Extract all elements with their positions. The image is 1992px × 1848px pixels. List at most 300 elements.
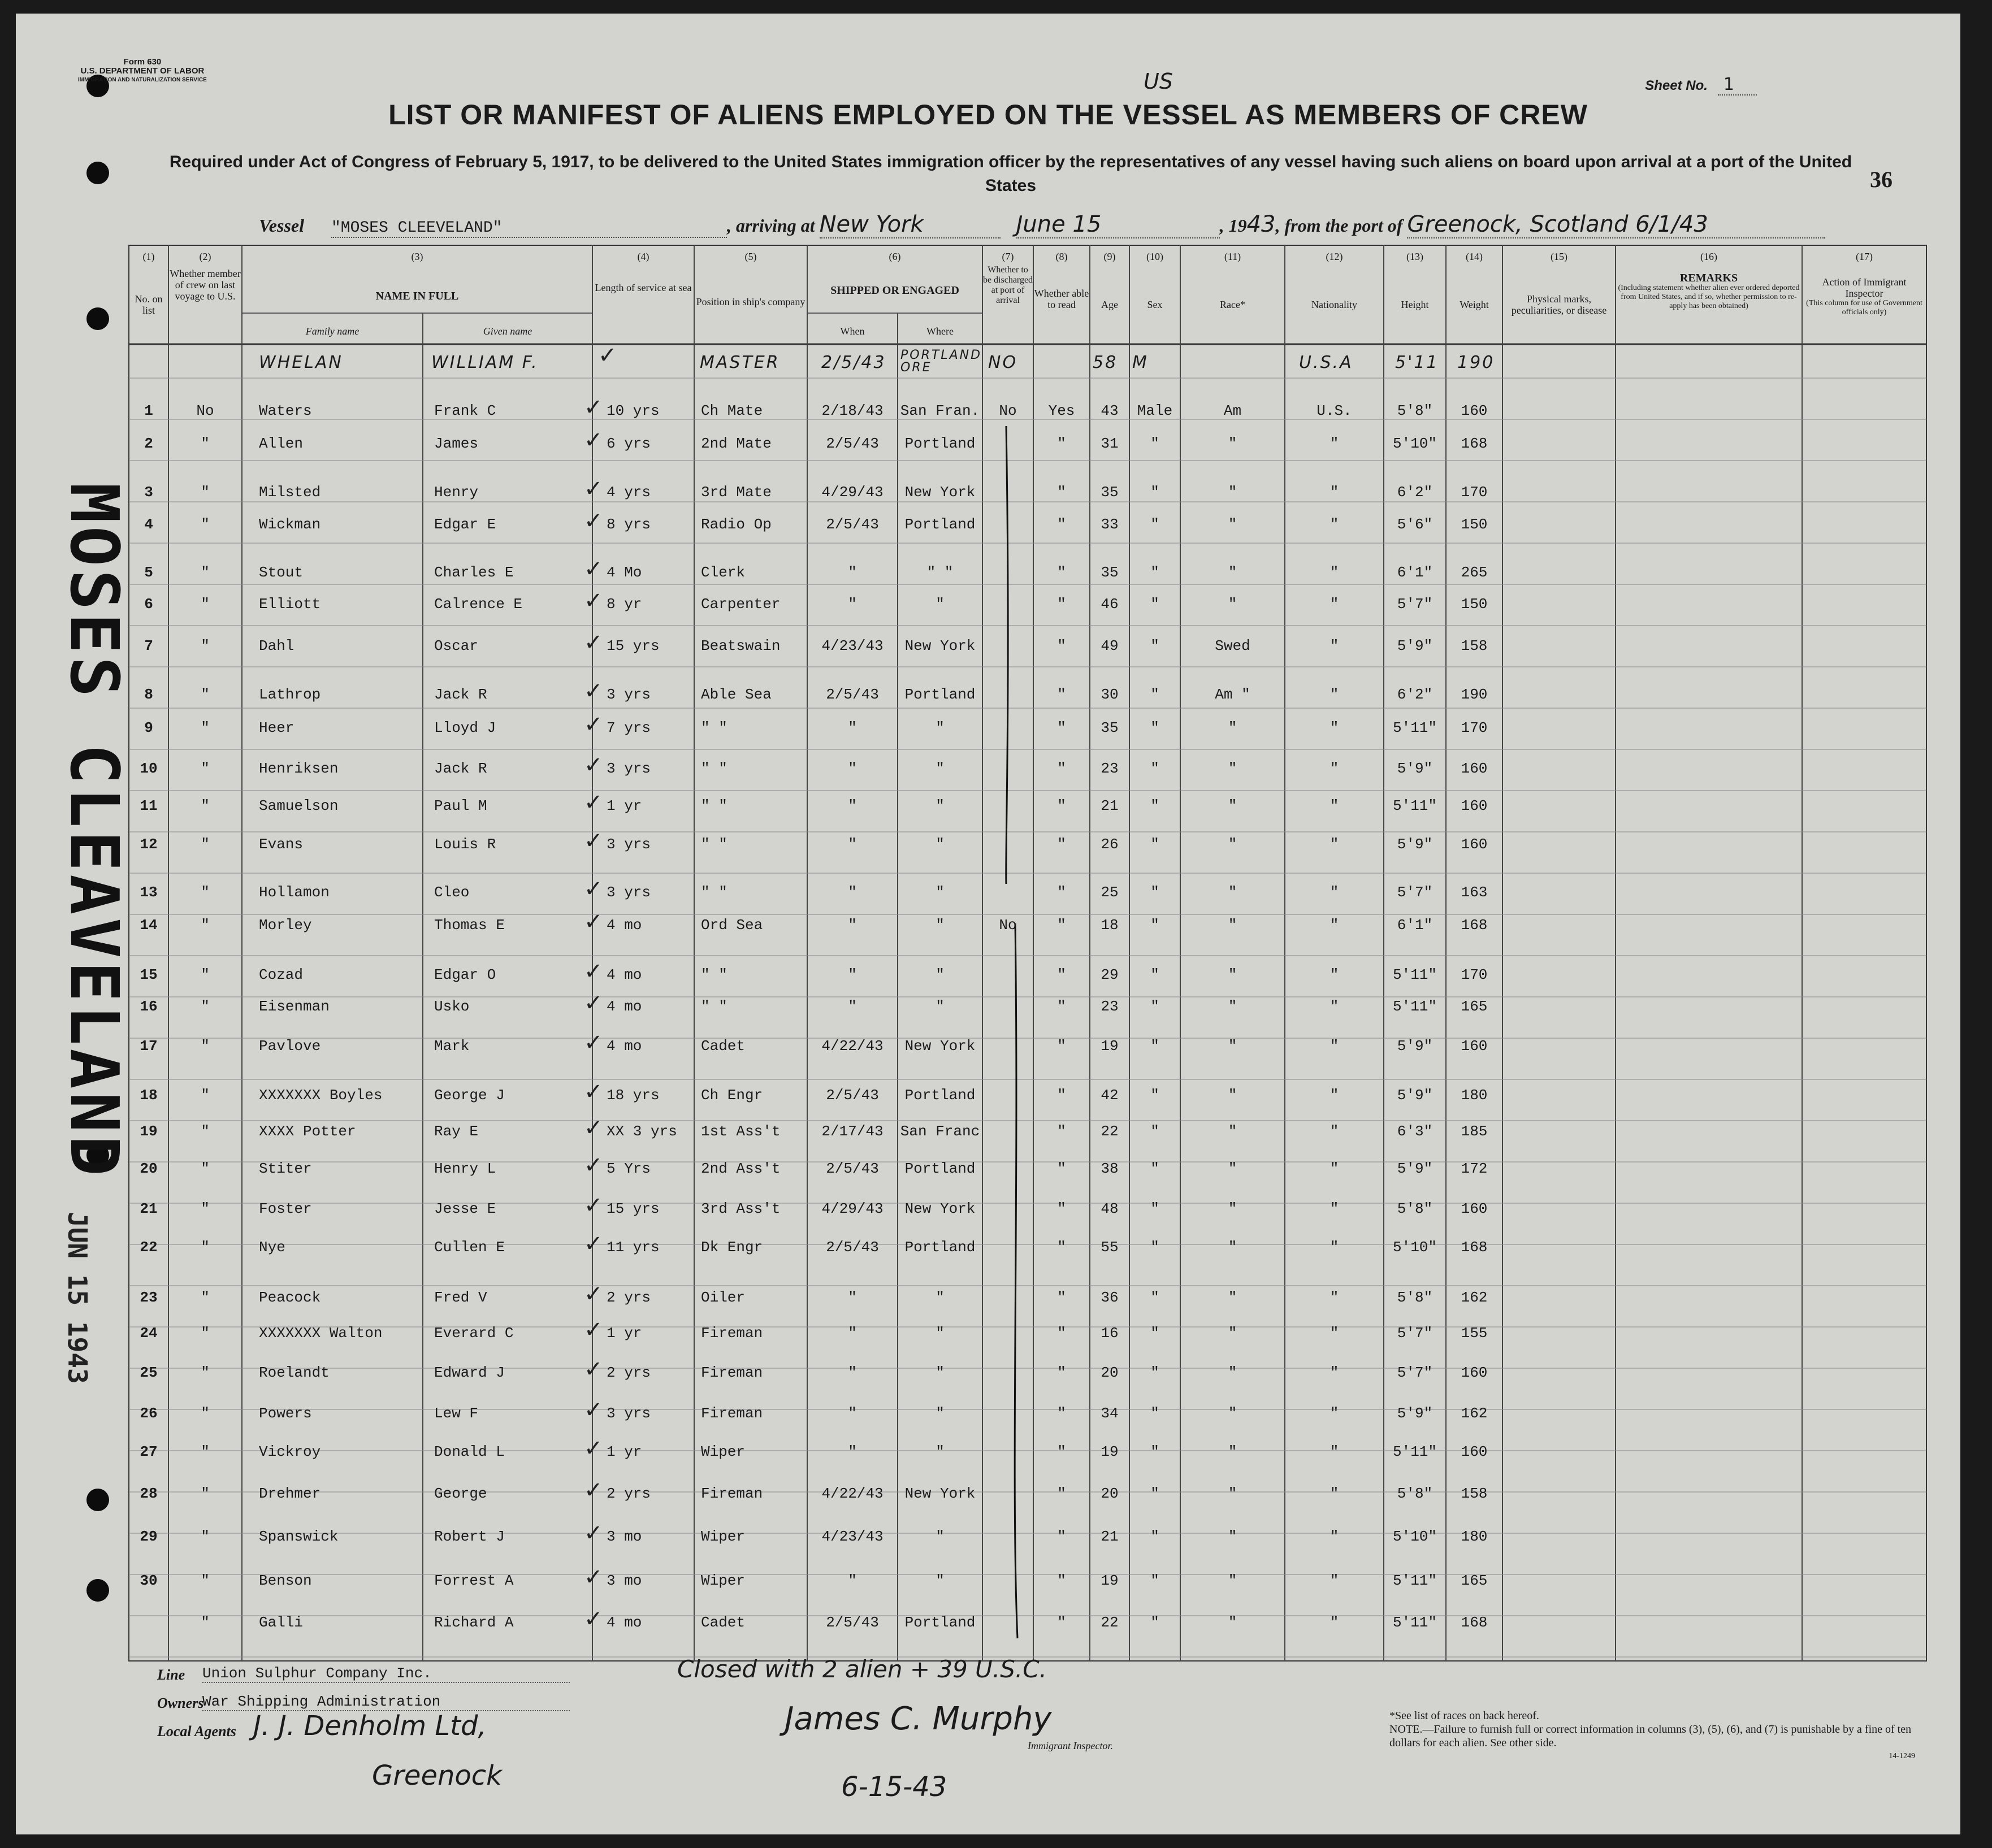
inspector-label: Immigrant Inspector. bbox=[1028, 1740, 1113, 1751]
master-discharged: NO bbox=[988, 353, 1018, 372]
cell-given: Mark bbox=[434, 1038, 470, 1055]
cell-race: " bbox=[1228, 1123, 1237, 1140]
cell-weight: 168 bbox=[1461, 917, 1488, 934]
cell-where: Portland bbox=[904, 1614, 976, 1631]
cell-last: " bbox=[201, 1614, 210, 1631]
cell-age: 29 bbox=[1101, 966, 1119, 983]
cell-sex: " bbox=[1150, 435, 1159, 452]
cell-where: " bbox=[936, 884, 945, 901]
cell-where: " " bbox=[926, 564, 954, 581]
cell-read: Yes bbox=[1048, 402, 1075, 419]
cell-height: 5'7" bbox=[1397, 884, 1433, 901]
cell-family: Vickroy bbox=[259, 1443, 321, 1460]
cell-service: 15 yrs bbox=[607, 637, 660, 654]
cell-race: Swed bbox=[1215, 637, 1250, 654]
master-given: WILLIAM F. bbox=[431, 353, 539, 372]
cell-read: " bbox=[1057, 1038, 1066, 1055]
cell-read: " bbox=[1057, 1289, 1066, 1306]
cell-when: 2/5/43 bbox=[826, 1239, 879, 1256]
cell-family: Stout bbox=[259, 564, 304, 581]
cell-nat: " bbox=[1330, 1239, 1339, 1256]
cell-race: " bbox=[1228, 1528, 1237, 1545]
cell-race: " bbox=[1228, 1289, 1237, 1306]
cell-when: 4/29/43 bbox=[821, 1200, 884, 1217]
cell-nat: " bbox=[1330, 1289, 1339, 1306]
cell-given: Frank C bbox=[434, 402, 496, 419]
cell-given: Edward J bbox=[434, 1364, 505, 1381]
cell-given: Fred V bbox=[434, 1289, 487, 1306]
cell-service: 1 yr bbox=[607, 1325, 642, 1342]
cell-where: " bbox=[936, 596, 945, 613]
cell-service: 3 yrs bbox=[607, 760, 651, 777]
cell-when: " bbox=[848, 1443, 857, 1460]
cell-age: 18 bbox=[1101, 917, 1119, 934]
cell-where: Portland bbox=[904, 1239, 976, 1256]
cell-family: Heer bbox=[259, 719, 295, 736]
cell-race: " bbox=[1228, 435, 1237, 452]
cell-no: 5 bbox=[144, 564, 153, 581]
date-stamp: JUN 15 1943 bbox=[62, 1212, 93, 1384]
cell-sex: " bbox=[1150, 1160, 1159, 1177]
cell-nat: " bbox=[1330, 1405, 1339, 1422]
cell-where: " bbox=[936, 966, 945, 983]
col8-num: (8) bbox=[1055, 251, 1068, 262]
cell-position: " " bbox=[701, 719, 727, 736]
cell-where: San Fran. bbox=[900, 402, 980, 419]
checkmark-icon: ✓ bbox=[584, 427, 603, 453]
cell-height: 5'9" bbox=[1397, 1038, 1433, 1055]
cell-service: 5 Yrs bbox=[607, 1160, 651, 1177]
col13-num: (13) bbox=[1406, 251, 1423, 262]
cell-service: 3 yrs bbox=[607, 686, 651, 703]
cell-no: 15 bbox=[140, 966, 158, 983]
cell-no: 16 bbox=[140, 998, 158, 1015]
cell-read: " bbox=[1057, 1325, 1066, 1342]
cell-service: 8 yr bbox=[607, 596, 642, 613]
cell-family: Peacock bbox=[259, 1289, 321, 1306]
cell-read: " bbox=[1057, 797, 1066, 814]
cell-when: " bbox=[848, 1405, 857, 1422]
cell-nat: " bbox=[1330, 596, 1339, 613]
col14-label: Weight bbox=[1460, 299, 1489, 310]
cell-position: Fireman bbox=[701, 1405, 763, 1422]
cell-given: Jack R bbox=[434, 760, 487, 777]
cell-given: Everard C bbox=[434, 1325, 514, 1342]
cell-position: " " bbox=[701, 998, 727, 1015]
col16-note: (Including statement whether alien ever ordered deported from United States, and if so, whether permission to re-apply has been obtained) bbox=[1618, 284, 1800, 310]
cell-last: " bbox=[201, 1200, 210, 1217]
cell-position: 2nd Mate bbox=[701, 435, 772, 452]
master-age: 58 bbox=[1093, 353, 1118, 372]
cell-service: XX 3 yrs bbox=[607, 1123, 677, 1140]
cell-sex: " bbox=[1150, 1364, 1159, 1381]
cell-read: " bbox=[1057, 1160, 1066, 1177]
checkmark-icon: ✓ bbox=[584, 394, 603, 420]
cell-race: " bbox=[1228, 836, 1237, 853]
cell-race: Am bbox=[1223, 402, 1242, 419]
cell-where: Portland bbox=[904, 516, 976, 533]
cell-last: " bbox=[201, 1528, 210, 1545]
cell-last: " bbox=[201, 1087, 210, 1104]
cell-family: Henriksen bbox=[259, 760, 339, 777]
col17-num: (17) bbox=[1856, 251, 1873, 262]
cell-no: 20 bbox=[140, 1160, 158, 1177]
cell-where: Portland bbox=[904, 1087, 976, 1104]
cell-age: 43 bbox=[1101, 402, 1119, 419]
cell-service: 4 mo bbox=[607, 1038, 642, 1055]
departure-port: Greenock, Scotland 6/1/43 bbox=[1407, 211, 1708, 237]
cell-where: " bbox=[936, 760, 945, 777]
cell-age: 33 bbox=[1101, 516, 1119, 533]
cell-read: " bbox=[1057, 637, 1066, 654]
cell-position: Wiper bbox=[701, 1572, 746, 1589]
cell-read: " bbox=[1057, 435, 1066, 452]
cell-last: " bbox=[201, 719, 210, 736]
arriving-port: New York bbox=[819, 211, 924, 237]
cell-service: 6 yrs bbox=[607, 435, 651, 452]
cell-when: " bbox=[848, 1572, 857, 1589]
cell-service: 4 mo bbox=[607, 966, 642, 983]
line-value: Union Sulphur Company Inc. bbox=[202, 1665, 570, 1683]
cell-race: " bbox=[1228, 917, 1237, 934]
col3-label bbox=[242, 290, 592, 302]
cell-family: Wickman bbox=[259, 516, 321, 533]
cell-height: 5'8" bbox=[1397, 1200, 1433, 1217]
cell-no: 11 bbox=[140, 797, 158, 814]
cell-read: " bbox=[1057, 719, 1066, 736]
cell-family: Galli bbox=[259, 1614, 304, 1631]
note-text: NOTE.—Failure to furnish full or correct information in columns (3), (5), (6), and (7) is punishable by a fine of ten dollars for each alien. See other side. bbox=[1389, 1723, 1912, 1749]
cell-sex: " bbox=[1150, 1123, 1159, 1140]
cell-service: 3 yrs bbox=[607, 884, 651, 901]
cell-position: " " bbox=[701, 884, 727, 901]
cell-given: Jack R bbox=[434, 686, 487, 703]
cell-race: " bbox=[1228, 1239, 1237, 1256]
cell-nat: " bbox=[1330, 564, 1339, 581]
cell-weight: 180 bbox=[1461, 1087, 1488, 1104]
cell-position: Fireman bbox=[701, 1485, 763, 1502]
cell-position: " " bbox=[701, 797, 727, 814]
cell-weight: 265 bbox=[1461, 564, 1488, 581]
cell-service: 8 yrs bbox=[607, 516, 651, 533]
cell-where: " bbox=[936, 797, 945, 814]
cell-last: " bbox=[201, 917, 210, 934]
cell-when: " bbox=[848, 596, 857, 613]
cell-weight: 160 bbox=[1461, 836, 1488, 853]
cell-given: Forrest A bbox=[434, 1572, 514, 1589]
cell-nat: " bbox=[1330, 1364, 1339, 1381]
col5-num: (5) bbox=[744, 251, 757, 262]
cell-read: " bbox=[1057, 1200, 1066, 1217]
cell-when: " bbox=[848, 998, 857, 1015]
cell-when: 2/5/43 bbox=[826, 1160, 879, 1177]
checkmark-icon: ✓ bbox=[584, 958, 603, 984]
cell-given: Cullen E bbox=[434, 1239, 505, 1256]
cell-family: Cozad bbox=[259, 966, 304, 983]
cell-nat: " bbox=[1330, 1087, 1339, 1104]
cell-when: " bbox=[848, 884, 857, 901]
cell-no: 21 bbox=[140, 1200, 158, 1217]
arrival-month-day: June 15 bbox=[1016, 211, 1102, 237]
cell-given: Cleo bbox=[434, 884, 470, 901]
cell-read: " bbox=[1057, 1485, 1066, 1502]
cell-weight: 163 bbox=[1461, 884, 1488, 901]
cell-no: 10 bbox=[140, 760, 158, 777]
cell-age: 26 bbox=[1101, 836, 1119, 853]
cell-given: Jesse E bbox=[434, 1200, 496, 1217]
cell-age: 25 bbox=[1101, 884, 1119, 901]
cell-service: 4 mo bbox=[607, 917, 642, 934]
master-position: MASTER bbox=[700, 353, 780, 372]
cell-position: Fireman bbox=[701, 1364, 763, 1381]
checkmark-icon: ✓ bbox=[584, 1356, 603, 1382]
cell-family: Nye bbox=[259, 1239, 285, 1256]
cell-position: " " bbox=[701, 966, 727, 983]
cell-family: Spanswick bbox=[259, 1528, 339, 1545]
checkmark-icon: ✓ bbox=[584, 1477, 603, 1503]
cell-height: 5'11" bbox=[1392, 966, 1437, 983]
cell-age: 46 bbox=[1101, 596, 1119, 613]
cell-sex: " bbox=[1150, 1485, 1159, 1502]
cell-where: Portland bbox=[904, 1160, 976, 1177]
cell-last: " bbox=[201, 1405, 210, 1422]
cell-height: 5'11" bbox=[1392, 719, 1437, 736]
cell-service: 1 yr bbox=[607, 797, 642, 814]
cell-height: 5'9" bbox=[1397, 760, 1433, 777]
checkmark-icon: ✓ bbox=[584, 588, 603, 614]
cell-nat: " bbox=[1330, 719, 1339, 736]
cell-service: 2 yrs bbox=[607, 1485, 651, 1502]
cell-family: Eisenman bbox=[259, 998, 330, 1015]
cell-last: " bbox=[201, 596, 210, 613]
cell-height: 5'9" bbox=[1397, 637, 1433, 654]
cell-race: " bbox=[1228, 884, 1237, 901]
checkmark-icon: ✓ bbox=[584, 1115, 603, 1141]
cell-age: 22 bbox=[1101, 1123, 1119, 1140]
cell-family: Samuelson bbox=[259, 797, 339, 814]
service: IMMIGRATION AND NATURALIZATION SERVICE bbox=[78, 77, 207, 83]
cell-no: 23 bbox=[140, 1289, 158, 1306]
cell-given: Thomas E bbox=[434, 917, 505, 934]
col3-num: (3) bbox=[411, 251, 423, 262]
cell-service: 15 yrs bbox=[607, 1200, 660, 1217]
checkmark-icon: ✓ bbox=[584, 1520, 603, 1546]
col10-num: (10) bbox=[1146, 251, 1163, 262]
cell-discharged: No bbox=[999, 917, 1017, 934]
cell-no: 25 bbox=[140, 1364, 158, 1381]
arriving-label: , arriving at bbox=[727, 215, 815, 236]
cell-position: " " bbox=[701, 760, 727, 777]
cell-when: 4/29/43 bbox=[821, 484, 884, 501]
checkmark-icon: ✓ bbox=[584, 1152, 603, 1178]
cell-when: " bbox=[848, 797, 857, 814]
cell-service: 4 yrs bbox=[607, 484, 651, 501]
cell-weight: 170 bbox=[1461, 719, 1488, 736]
cell-service: 11 yrs bbox=[607, 1239, 660, 1256]
cell-given: Ray E bbox=[434, 1123, 479, 1140]
cell-where: " bbox=[936, 1289, 945, 1306]
owners-label: Owners bbox=[157, 1695, 204, 1711]
cell-position: Wiper bbox=[701, 1443, 746, 1460]
cell-service: 3 yrs bbox=[607, 1405, 651, 1422]
cell-position: Beatswain bbox=[701, 637, 781, 654]
cell-when: 2/5/43 bbox=[826, 686, 879, 703]
col10-label: Sex bbox=[1147, 299, 1163, 310]
cell-last: " bbox=[201, 435, 210, 452]
cell-last: " bbox=[201, 516, 210, 533]
cell-age: 35 bbox=[1101, 719, 1119, 736]
cell-height: 5'10" bbox=[1392, 1239, 1437, 1256]
cell-no: 6 bbox=[144, 596, 153, 613]
cell-sex: " bbox=[1150, 686, 1159, 703]
cell-race: " bbox=[1228, 596, 1237, 613]
cell-service: 3 mo bbox=[607, 1528, 642, 1545]
cell-sex: " bbox=[1150, 1443, 1159, 1460]
cell-no: 22 bbox=[140, 1239, 158, 1256]
cell-height: 5'11" bbox=[1392, 1572, 1437, 1589]
cell-where: New York bbox=[904, 1038, 976, 1055]
cell-no: 17 bbox=[140, 1038, 158, 1055]
cell-service: 4 mo bbox=[607, 998, 642, 1015]
cell-when: " bbox=[848, 1289, 857, 1306]
cell-nat: " bbox=[1330, 516, 1339, 533]
checkmark-icon: ✓ bbox=[584, 1317, 603, 1343]
cell-when: 4/22/43 bbox=[821, 1038, 884, 1055]
cell-nat: " bbox=[1330, 686, 1339, 703]
cell-height: 5'7" bbox=[1397, 1364, 1433, 1381]
cell-when: 2/17/43 bbox=[821, 1123, 884, 1140]
checkmark-icon: ✓ bbox=[584, 990, 603, 1016]
cell-sex: " bbox=[1150, 1528, 1159, 1545]
cell-position: 3rd Mate bbox=[701, 484, 772, 501]
cell-height: 5'7" bbox=[1397, 596, 1433, 613]
note-races: *See list of races on back hereof. bbox=[1389, 1710, 1539, 1722]
page-number: 36 bbox=[1870, 167, 1893, 192]
master-when: 2/5/43 bbox=[821, 353, 886, 372]
col16-num: (16) bbox=[1700, 251, 1717, 262]
cell-age: 21 bbox=[1101, 1528, 1119, 1545]
cell-weight: 158 bbox=[1461, 637, 1488, 654]
cell-where: " bbox=[936, 1528, 945, 1545]
cell-weight: 168 bbox=[1461, 1239, 1488, 1256]
cell-given: Charles E bbox=[434, 564, 514, 581]
cell-age: 20 bbox=[1101, 1364, 1119, 1381]
cell-service: 18 yrs bbox=[607, 1087, 660, 1104]
cell-sex: " bbox=[1150, 998, 1159, 1015]
cell-position: " " bbox=[701, 836, 727, 853]
cell-no: 9 bbox=[144, 719, 153, 736]
cell-nat: " bbox=[1330, 1200, 1339, 1217]
col2-num: (2) bbox=[199, 251, 211, 262]
cell-height: 5'10" bbox=[1392, 435, 1437, 452]
cell-when: 2/18/43 bbox=[821, 402, 884, 419]
cell-last: " bbox=[201, 1364, 210, 1381]
cell-race: " bbox=[1228, 564, 1237, 581]
cell-position: Carpenter bbox=[701, 596, 781, 613]
cell-when: 4/22/43 bbox=[821, 1485, 884, 1502]
col6-title: SHIPPED OR ENGAGED bbox=[830, 284, 959, 297]
cell-given: James bbox=[434, 435, 479, 452]
cell-no: 8 bbox=[144, 686, 153, 703]
cell-sex: " bbox=[1150, 917, 1159, 934]
cell-where: " bbox=[936, 998, 945, 1015]
from-label: , from the port of bbox=[1275, 215, 1403, 236]
cell-age: 35 bbox=[1101, 564, 1119, 581]
cell-age: 23 bbox=[1101, 760, 1119, 777]
cell-nat: " bbox=[1330, 1528, 1339, 1545]
col3-family: Family name bbox=[305, 326, 360, 337]
manifest-sheet bbox=[16, 14, 1960, 1834]
cell-height: 5'11" bbox=[1392, 998, 1437, 1015]
cell-position: Radio Op bbox=[701, 516, 772, 533]
cell-weight: 158 bbox=[1461, 1485, 1488, 1502]
cell-race: " bbox=[1228, 484, 1237, 501]
cell-height: 5'8" bbox=[1397, 402, 1433, 419]
cell-family: Lathrop bbox=[259, 686, 321, 703]
cell-weight: 172 bbox=[1461, 1160, 1488, 1177]
owners-value: War Shipping Administration bbox=[202, 1693, 570, 1711]
cell-weight: 160 bbox=[1461, 797, 1488, 814]
cell-service: 2 yrs bbox=[607, 1364, 651, 1381]
cell-age: 20 bbox=[1101, 1485, 1119, 1502]
checkmark-icon: ✓ bbox=[584, 789, 603, 815]
cell-read: " bbox=[1057, 1123, 1066, 1140]
cell-last: " bbox=[201, 484, 210, 501]
cell-sex: " bbox=[1150, 1614, 1159, 1631]
cell-where: " bbox=[936, 1572, 945, 1589]
cell-family: Waters bbox=[259, 402, 312, 419]
checkmark-icon: ✓ bbox=[584, 712, 603, 738]
cell-last: " bbox=[201, 797, 210, 814]
department: U.S. DEPARTMENT OF LABOR bbox=[80, 66, 205, 76]
closed-note: Closed with 2 alien + 39 U.S.C. bbox=[677, 1655, 1047, 1683]
cell-read: " bbox=[1057, 1443, 1066, 1460]
year-prefix: , 19 bbox=[1219, 215, 1247, 236]
cell-read: " bbox=[1057, 836, 1066, 853]
cell-race: " bbox=[1228, 1485, 1237, 1502]
master-nationality: U.S.A bbox=[1299, 353, 1353, 372]
cell-height: 5'10" bbox=[1392, 1528, 1437, 1545]
cell-given: Paul M bbox=[434, 797, 487, 814]
cell-service: 3 yrs bbox=[607, 836, 651, 853]
line-label: Line bbox=[157, 1667, 185, 1683]
cell-height: 5'6" bbox=[1397, 516, 1433, 533]
cell-no: 7 bbox=[144, 637, 153, 654]
cell-nat: " bbox=[1330, 797, 1339, 814]
checkmark-icon: ✓ bbox=[584, 1397, 603, 1423]
cell-when: 4/23/43 bbox=[821, 637, 884, 654]
cell-age: 23 bbox=[1101, 998, 1119, 1015]
vessel-name-stamp: MOSES CLEAVELAND bbox=[55, 483, 133, 1179]
cell-nat: " bbox=[1330, 760, 1339, 777]
title-part-1: LIST OR MANIFEST OF ALIENS EMPLOYED ON THE bbox=[388, 99, 1115, 131]
cell-last: " bbox=[201, 686, 210, 703]
cell-where: " bbox=[936, 1325, 945, 1342]
cell-family: Allen bbox=[259, 435, 304, 452]
cell-position: Oiler bbox=[701, 1289, 746, 1306]
col7-num: (7) bbox=[1002, 251, 1014, 262]
col17-title: Action of Immigrant Inspector bbox=[1822, 276, 1907, 299]
cell-height: 6'2" bbox=[1397, 686, 1433, 703]
cell-race: " bbox=[1228, 1405, 1237, 1422]
cell-weight: 165 bbox=[1461, 998, 1488, 1015]
cell-when: 2/5/43 bbox=[826, 435, 879, 452]
checkmark-icon: ✓ bbox=[584, 678, 603, 704]
cell-sex: " bbox=[1150, 1289, 1159, 1306]
cell-given: George J bbox=[434, 1087, 505, 1104]
col16-title: REMARKS bbox=[1679, 272, 1738, 284]
master-height: 5'11 bbox=[1395, 353, 1439, 372]
